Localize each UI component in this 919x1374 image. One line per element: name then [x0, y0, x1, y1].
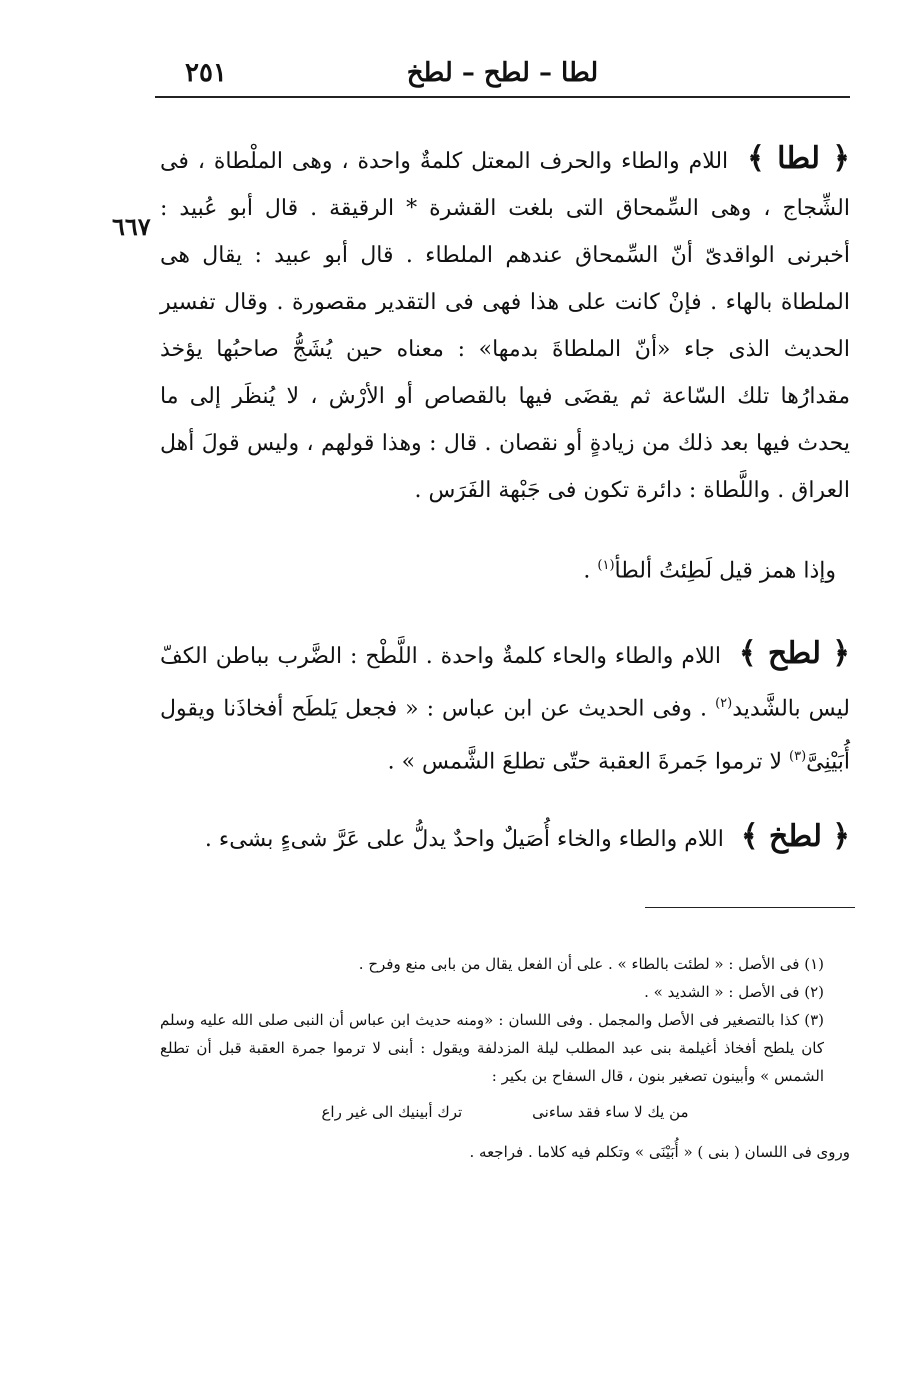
- headword-lata: ﴿ لطا ﴾: [747, 141, 850, 176]
- footnote-2: (٢) فى الأصل : « الشديد » .: [644, 983, 824, 1001]
- footnote-separator: [645, 907, 855, 908]
- verse-hemistich-right: من يك لا ساء فقد ساءنى: [532, 1103, 689, 1121]
- footnote-3: (٣) كذا بالتصغير فى الأصل والمجمل . وفى اللسان : «ومنه حديث ابن عباس أن النبى صلى الله عليه وسلم كان يلطح أفخاذ أغيلمة بنى عبد المطلب ليلة المزدلفة ويقول : أبنى لا ترموا جمرة العقبة قبل أن تطلع الشمس » وأبينون تصغير بنون ، قال السفاح بن بكير :: [160, 1011, 824, 1085]
- footnote-ref-1[interactable]: (١): [597, 558, 615, 573]
- entry-lata: [160, 135, 850, 514]
- footnote-1: (١) فى الأصل : « لطئت بالطاء » . على أن الفعل يقال من بابى منع وفرح .: [358, 955, 824, 973]
- footnote-ref-3[interactable]: (٣): [789, 748, 807, 764]
- entry-latah: ﴿ لطح ﴾ اللام والطاء والحاء كلمةٌ واحدة . اللَّطْح : الضَّرب بباطن الكفّ ليس بالشَّديد$^{(٢)}$ . وفى الحديث عن ابن عباس : « فجعل يَلطَح أفخاذَنا ويقول أُبَيْنِىَّ$^{(٣)}$ لا ترموا جَمرةَ العقبة حتّى تطلعَ الشَّمس » .: [160, 636, 851, 774]
- running-title: لطا – لطح – لطخ: [406, 58, 599, 88]
- footnote-3-end: وروى فى اللسان ( بنى ) « أُبَيْنَى » وتكلم فيه كلاما . فراجعه .: [469, 1143, 850, 1161]
- page-number: ٢٥١: [185, 58, 227, 88]
- page-header: [155, 52, 850, 98]
- headword-latakh: ﴿ لطخ ﴾: [740, 818, 850, 854]
- margin-entry-number: ٦٦٧: [112, 212, 151, 241]
- entry-lata-hamz: وإذا همز قيل لَطِئتُ ألطأ$^{(١)}$ .: [583, 558, 836, 584]
- headword-latah: ﴿ لطح ﴾: [738, 636, 850, 672]
- entry-latakh-text: اللام والطاء والخاء أُصَيلٌ واحدٌ يدلُّ على عَرَّ شىءٍ بشىء .: [204, 826, 724, 852]
- main-text: [160, 135, 850, 891]
- entry-latakh: [160, 813, 850, 863]
- entry-lata-text: اللام والطاء والحرف المعتل كلمةٌ واحدة ، وهى الملْطاة ، فى الشِّجاج ، وهى السِّمحاق التى بلغت القشرة * الرقيقة . قال أبو عُبيد : أخبرنى الواقدىّ أنّ السِّمحاق عندهم الملطاء . قال أبو عبيد : يقال هى الملطاة بالهاء . فإنْ كانت على هذا فهى فى التقدير مقصورة . وقال تفسير الحديث الذى جاء «أنّ الملطاةَ بدمها» : معناه حين يُشَجُّ صاحبُها يؤخذ مقدارُها تلك السّاعة ثم يقضَى فيها بالقصاص أو الأرْش ، لا يُنظَر إلى ما يحدث فيها بعد ذلك من زيادةٍ أو نقصان . قال : وهذا قولهم ، وليس قولَ أهل العراق . واللَّطاة : دائرة تكون فى جَبْهة الفَرَس .: [160, 149, 850, 503]
- verse-hemistich-left: ترك أبينيك الى غير راع: [321, 1103, 463, 1121]
- footnote-verse: [160, 1098, 850, 1126]
- footnotes: [160, 950, 850, 1166]
- footnote-ref-2[interactable]: (٢): [715, 696, 733, 712]
